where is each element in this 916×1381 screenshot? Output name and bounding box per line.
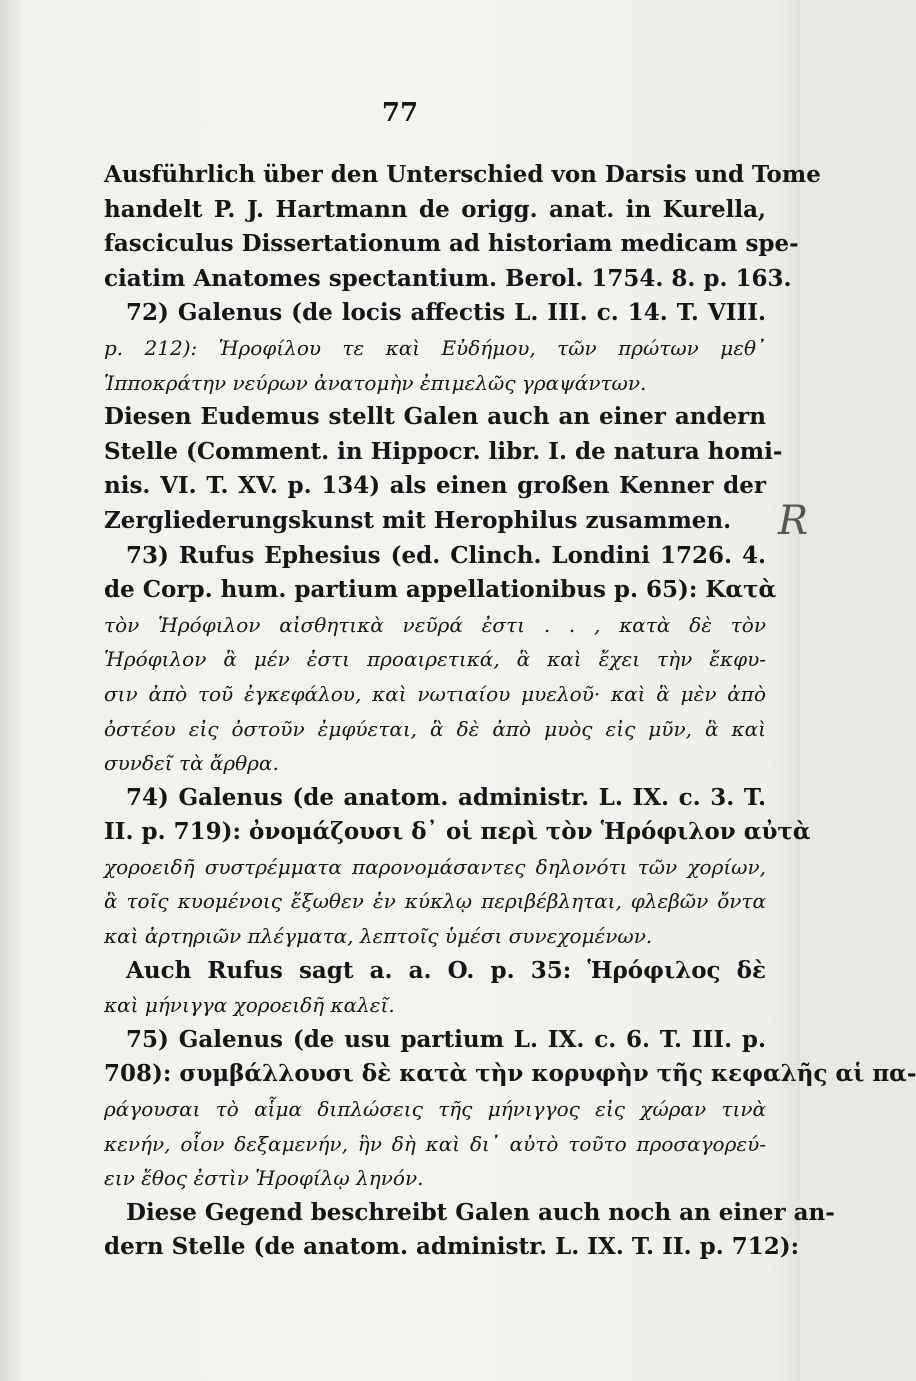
greek-line: καὶ ἀρτηριῶν πλέγματα, λεπτοῖς ὑμέσι συνεχομένων. (104, 924, 653, 949)
margin-annotation: R (778, 498, 809, 544)
text-line: Stelle (Comment. in Hippocr. libr. I. de natura homi- (104, 437, 783, 465)
greek-line: ὀστέου εἰς ὀστοῦν ἐμφύεται, ἃ δὲ ἀπὸ μυὸς εἰς μῦν, ἃ καὶ (104, 716, 766, 741)
greek-line: τὸν Ἡρόφιλον αἰσθητικὰ νεῦρά ἐστι . . , κατὰ δὲ τὸν (104, 612, 766, 637)
text-line: Zergliederungskunst mit Herophilus zusammen. (104, 506, 732, 534)
greek-line: ειν ἔθος ἐστὶν Ἡροφίλῳ ληνόν. (104, 1166, 424, 1191)
greek-line: συνδεῖ τὰ ἄρθρα. (104, 751, 279, 776)
footnote-75-line: 75) Galenus (de usu partium L. IX. c. 6. T. III. p. (126, 1025, 766, 1053)
page-number: 77 (381, 98, 419, 128)
text-line: Ausführlich über den Unterschied von Darsis und Tome (104, 161, 821, 188)
greek-line: σιν ἀπὸ τοῦ ἐγκεφάλου, καὶ νωτιαίου μυελοῦ· καὶ ἃ μὲν ἀπὸ (104, 681, 766, 706)
text-line: fasciculus Dissertationum ad historiam medicam spe- (104, 230, 799, 258)
greek-line: κενήν, οἷον δεξαμενήν, ἣν δὴ καὶ δι᾽ αὐτὸ τοῦτο προσαγορεύ- (104, 1131, 766, 1156)
greek-line: χοροειδῆ συστρέμματα παρονομάσαντες δηλονότι τῶν χορίων, (104, 854, 766, 879)
text-line: de Corp. hum. partium appellationibus p. 65): Κατὰ (104, 576, 777, 604)
greek-line: ἃ τοῖς κυομένοις ἔξωθεν ἐν κύκλῳ περιβέβληται, φλεβῶν ὄντα (104, 889, 766, 914)
text-line: Diesen Eudemus stellt Galen auch an einer andern (104, 403, 766, 431)
greek-line: p. 212): Ἡροφίλου τε καὶ Εὐδήμου, τῶν πρώτων μεθ᾽ (104, 335, 766, 360)
footnote-73-line: 73) Rufus Ephesius (ed. Clinch. Londini 1726. 4. (126, 541, 766, 569)
text-line: handelt P. J. Hartmann de origg. anat. in Kurella, (104, 195, 766, 223)
footnote-74-line: 74) Galenus (de anatom. administr. L. IX. c. 3. T. (126, 783, 766, 811)
text-line: dern Stelle (de anatom. administr. L. IX. T. II. p. 712): (104, 1233, 800, 1261)
greek-line: ράγουσαι τὸ αἷμα διπλώσεις τῆς μήνιγγος εἰς χώραν τινὰ (104, 1097, 766, 1122)
greek-line: Ἡρόφιλον ἃ μέν ἐστι προαιρετικά, ἃ καὶ ἔχει τὴν ἔκφυ- (104, 647, 766, 672)
text-line: Auch Rufus sagt a. a. O. p. 35: Ἡρόφιλος δὲ (126, 956, 766, 984)
body-text (104, 158, 916, 1265)
text-line: Diese Gegend beschreibt Galen auch noch an einer an- (126, 1198, 835, 1226)
text-line: II. p. 719): ὀνομάζουσι δ᾽ οἱ περὶ τὸν Ἡρόφιλον αὐτὰ (104, 818, 811, 846)
greek-line: καὶ μήνιγγα χοροειδῆ καλεῖ. (104, 993, 395, 1018)
text-line: nis. VI. T. XV. p. 134) als einen großen Kenner der (104, 472, 766, 500)
footnote-72-line: 72) Galenus (de locis affectis L. III. c. 14. T. VIII. (126, 299, 766, 327)
text-line: ciatim Anatomes spectantium. Berol. 1754. 8. p. 163. (104, 264, 792, 292)
text-line: 708): συμβάλλουσι δὲ κατὰ τὴν κορυφὴν τῆς κεφαλῆς αἱ πα- (104, 1060, 916, 1088)
greek-line: Ἱπποκράτην νεύρων ἀνατομὴν ἐπιμελῶς γραψάντων. (104, 370, 647, 395)
